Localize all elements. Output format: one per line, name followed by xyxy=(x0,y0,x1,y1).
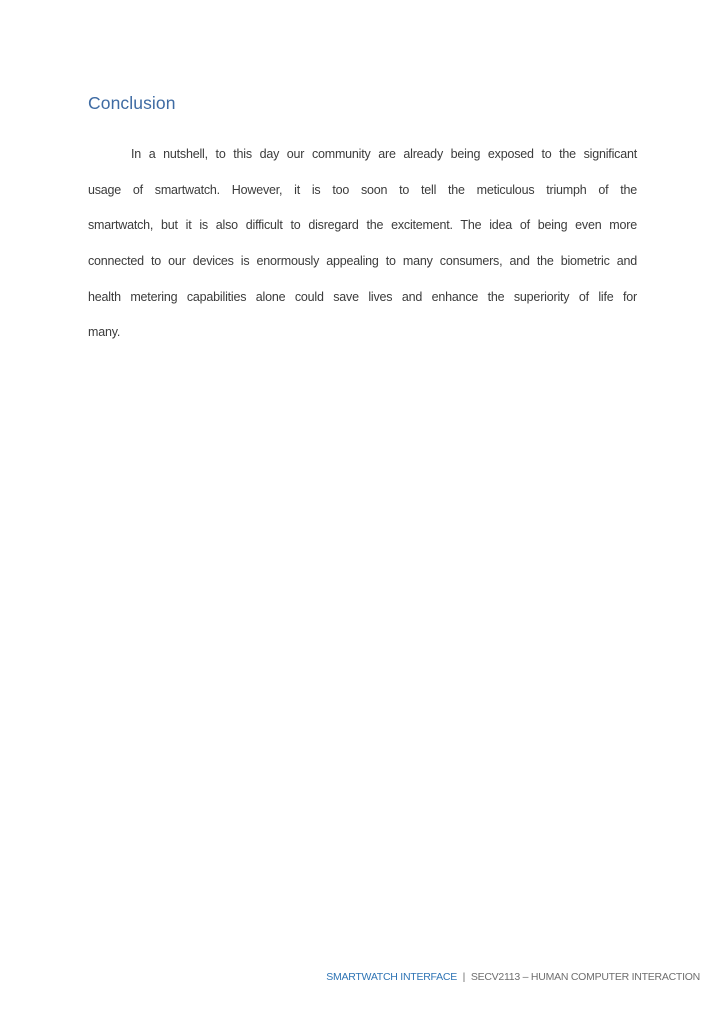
conclusion-paragraph xyxy=(88,137,637,351)
paragraph-line: usage of smartwatch. However, it is too soon to tell the meticulous triumph of the xyxy=(88,182,637,197)
paragraph-line: In a nutshell, to this day our community are already being exposed to the significant xyxy=(131,147,637,161)
paragraph-line: smartwatch, but it is also difficult to disregard the excitement. The idea of being even more xyxy=(88,218,637,233)
paragraph-line: health metering capabilities alone could save lives and enhance the superiority of life for xyxy=(88,289,637,304)
section-heading: Conclusion xyxy=(88,93,176,113)
paragraph-line: many. xyxy=(88,325,121,340)
page-footer xyxy=(40,970,700,984)
footer-course-code: SECV2113 – HUMAN COMPUTER INTERACTION xyxy=(470,971,700,983)
footer-separator: | xyxy=(462,971,466,983)
footer-document-title: SMARTWATCH INTERFACE xyxy=(326,971,457,983)
paragraph-line: connected to our devices is enormously appealing to many consumers, and the biometric and xyxy=(88,254,637,269)
